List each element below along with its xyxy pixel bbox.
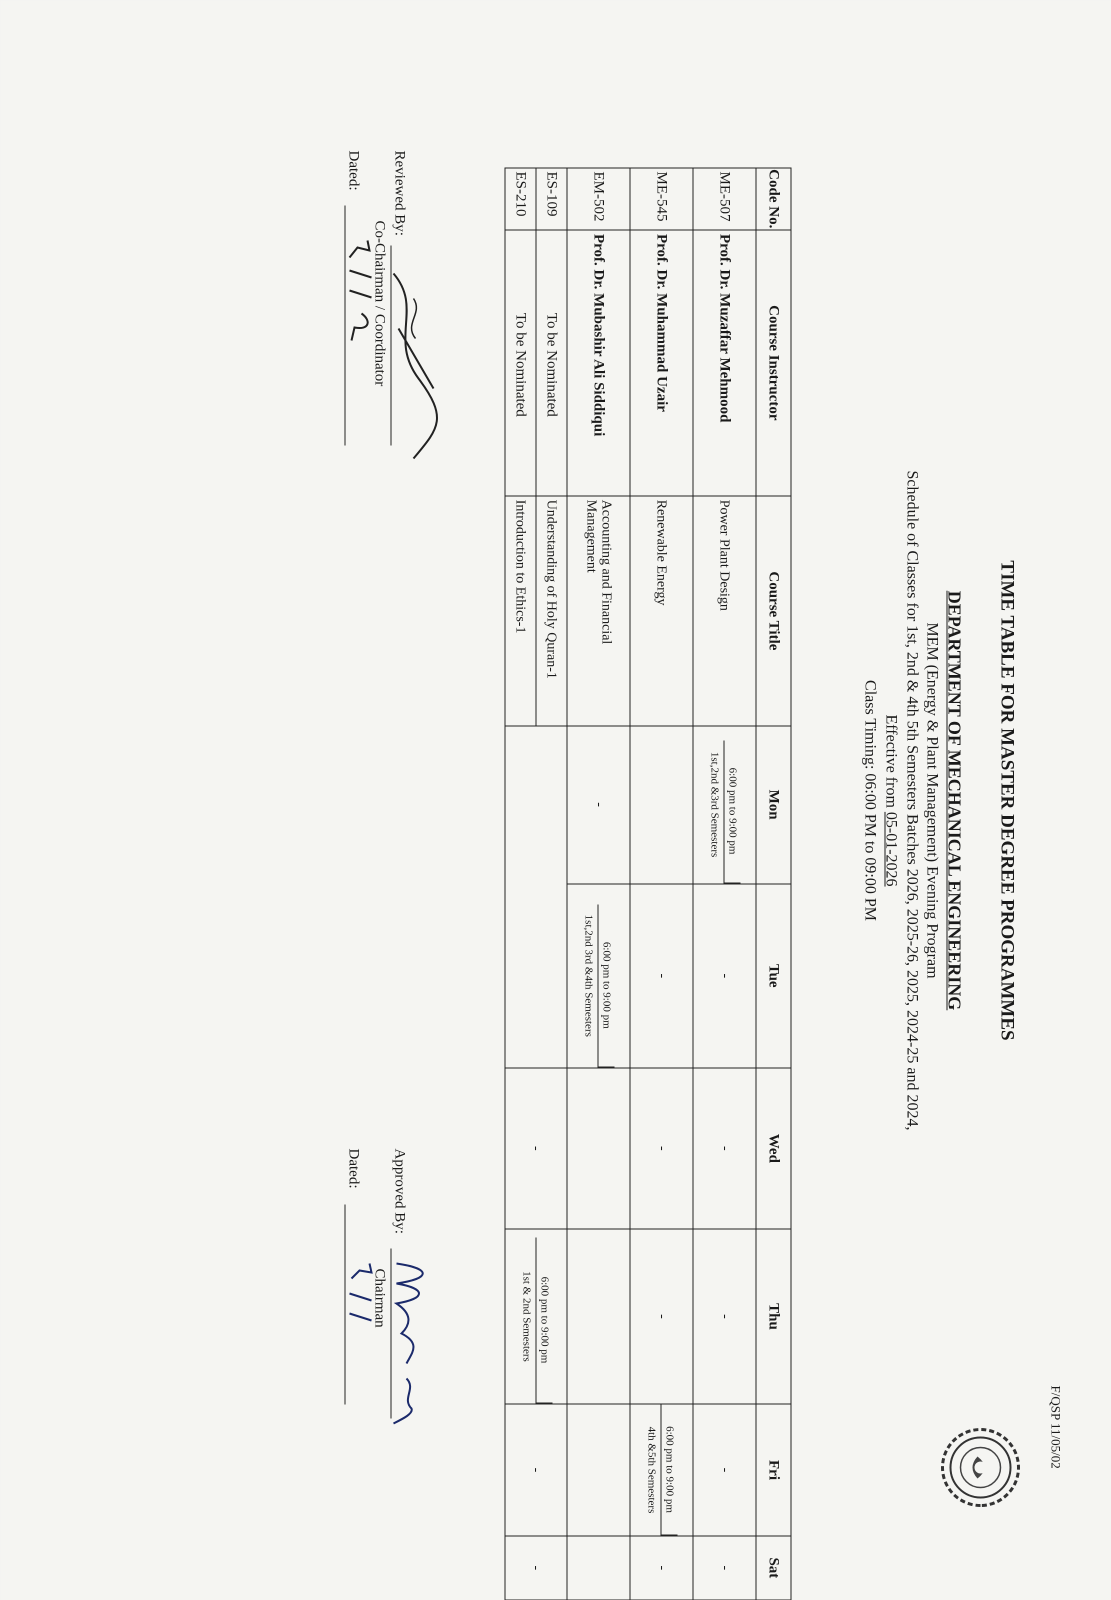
slot-time: 6:00 pm to 9:00 pm — [661, 1404, 678, 1534]
course-instructor: To be Nominated — [505, 229, 536, 496]
course-instructor: Prof. Dr. Mubashir Ali Siddiqui — [567, 229, 630, 496]
slot-thu — [567, 1228, 630, 1404]
course-code: ME-545 — [630, 168, 693, 230]
approved-signature-icon — [381, 1258, 441, 1428]
table-row — [693, 168, 756, 1600]
reviewed-signature-icon — [383, 268, 443, 468]
course-title — [567, 496, 630, 725]
course-title: Power Plant Design — [693, 496, 756, 725]
class-slot — [519, 1229, 552, 1404]
approved-by-label: Approved By: — [391, 1148, 407, 1234]
table-row — [630, 168, 693, 1600]
slot-fri: - — [693, 1404, 756, 1535]
slot-thu: - — [693, 1228, 756, 1404]
slot-mon — [693, 725, 756, 883]
form-code: F/QSP 11/05/02 — [1048, 1385, 1063, 1469]
column-header-instructor: Course Instructor — [756, 229, 791, 496]
slot-time: 6:00 pm to 9:00 pm — [598, 904, 615, 1067]
table-row — [567, 168, 630, 1600]
column-header-mon: Mon — [756, 725, 791, 883]
course-title: Renewable Energy — [630, 496, 693, 725]
reviewed-by-label: Reviewed By: — [391, 150, 407, 236]
slot-wed: - — [693, 1068, 756, 1229]
column-header-title: Course Title — [756, 496, 791, 725]
slot-fri — [567, 1404, 630, 1535]
slot-fri: - — [505, 1404, 567, 1535]
handwritten-date-right-icon — [343, 1258, 377, 1338]
co-chairman-title: Co-Chairman / Coordinator — [371, 220, 387, 386]
course-code: ME-507 — [693, 168, 756, 230]
slot-time: 6:00 pm to 9:00 pm — [535, 1237, 552, 1404]
slot-wed — [567, 1068, 630, 1229]
slot-time: 6:00 pm to 9:00 pm — [724, 740, 741, 883]
course-title-line: Management — [583, 499, 598, 573]
slot-semesters: 4th &5th Semesters — [645, 1426, 658, 1513]
course-code: ES-109 — [536, 168, 567, 230]
slot-wed: - — [630, 1068, 693, 1229]
class-slot — [708, 726, 741, 883]
dated-label-right: Dated: — [345, 1148, 361, 1188]
slot-mon-tue-empty — [505, 725, 567, 1067]
class-slot — [645, 1404, 678, 1534]
course-title: Introduction to Ethics-1 — [505, 496, 536, 725]
slot-sat: - — [630, 1535, 693, 1599]
course-title: Understanding of Holy Quran-1 — [536, 496, 567, 725]
slot-wed: - — [505, 1068, 567, 1229]
column-header-sat: Sat — [756, 1535, 791, 1599]
slot-semesters: 1st,2nd 3rd &4th Semesters — [582, 914, 595, 1037]
class-timing-line: Class Timing: 06:00 PM to 09:00 PM — [861, 679, 878, 921]
program-line: MEM (Energy & Plant Management) Evening Program — [923, 621, 940, 979]
course-instructor: To be Nominated — [536, 229, 567, 496]
department-heading: DEPARTMENT OF MECHANICAL ENGINEERING — [944, 590, 964, 1010]
course-title-line: Accounting and Financial — [598, 499, 613, 644]
class-slot — [582, 884, 615, 1067]
schedule-line: Schedule of Classes for 1st, 2nd & 4th 5th Semesters Batches 2026, 2025-26, 2025, 2024-25 and 2024, — [903, 470, 920, 1130]
effective-label: Effective from — [882, 713, 899, 812]
slot-mon — [630, 725, 693, 883]
slot-thu: - — [630, 1228, 693, 1404]
column-header-fri: Fri — [756, 1404, 791, 1535]
slot-semesters: 1st & 2nd Semesters — [520, 1270, 532, 1362]
header-row — [756, 168, 791, 1600]
column-header-code: Code No. — [756, 168, 791, 230]
page-title: TIME TABLE FOR MASTER DEGREE PROGRAMMES — [996, 559, 1017, 1041]
course-code: EM-502 — [567, 168, 630, 230]
effective-line — [881, 0, 899, 1600]
column-header-thu: Thu — [756, 1228, 791, 1404]
handwritten-date-left-icon — [339, 235, 379, 355]
slot-tue — [567, 883, 630, 1067]
course-instructor: Prof. Dr. Muzaffar Mehmood — [693, 229, 756, 496]
column-header-wed: Wed — [756, 1068, 791, 1229]
slot-sat: - — [505, 1535, 567, 1599]
slot-thu — [505, 1228, 567, 1404]
timetable — [504, 167, 791, 1600]
dated-label-left: Dated: — [345, 150, 361, 190]
course-code: ES-210 — [505, 168, 536, 230]
effective-date: 05-01-2026 — [882, 811, 899, 887]
table-row — [536, 168, 567, 1600]
slot-semesters: 1st,2nd &3rd Semesters — [708, 751, 721, 857]
course-instructor: Prof. Dr. Muhammad Uzair — [630, 229, 693, 496]
chairman-title: Chairman — [371, 1268, 387, 1328]
slot-fri — [630, 1404, 693, 1535]
column-header-tue: Tue — [756, 883, 791, 1067]
slot-mon: - — [567, 725, 630, 883]
slot-tue: - — [693, 883, 756, 1067]
slot-sat: - — [693, 1535, 756, 1599]
slot-sat — [567, 1535, 630, 1599]
slot-tue: - — [630, 883, 693, 1067]
